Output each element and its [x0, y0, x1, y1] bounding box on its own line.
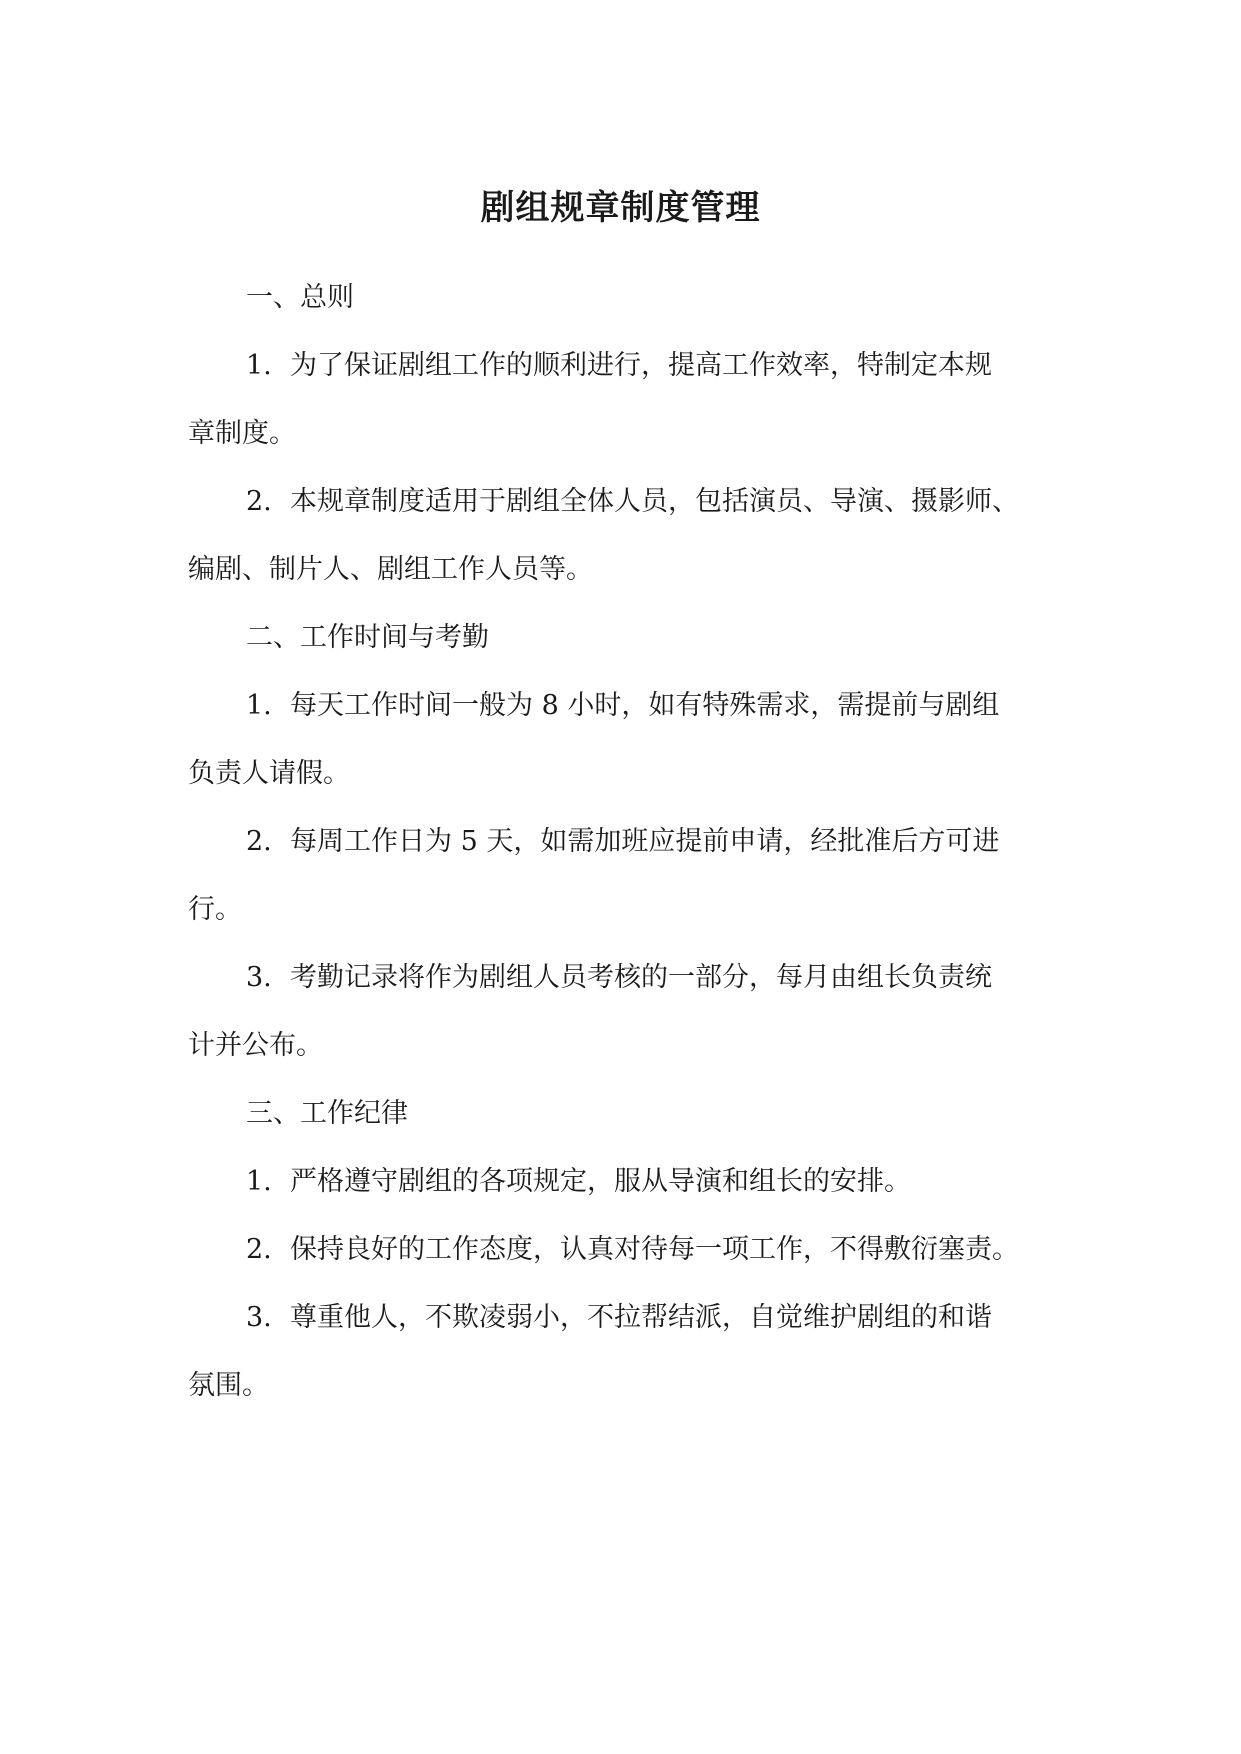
item-number: 1.	[246, 350, 272, 381]
list-item	[246, 482, 1019, 522]
item-text-continuation: 编剧、制片人、剧组工作人员等。	[188, 554, 593, 585]
section-heading-general: 一、总则	[246, 282, 354, 313]
item-text: 考勤记录将作为剧组人员考核的一部分，每月由组长负责统	[290, 962, 992, 993]
item-number: 3.	[246, 1302, 272, 1333]
item-text-continuation: 计并公布。	[188, 1030, 323, 1061]
item-text: 尊重他人，不欺凌弱小，不拉帮结派，自觉维护剧组的和谐	[290, 1302, 992, 1333]
document-title: 剧组规章制度管理	[480, 188, 761, 228]
item-number: 1.	[246, 1166, 272, 1197]
list-item	[246, 822, 999, 862]
item-text: 本规章制度适用于剧组全体人员，包括演员、导演、摄影师、	[290, 486, 1019, 517]
item-text: 每周工作日为 5 天，如需加班应提前申请，经批准后方可进	[290, 826, 1000, 857]
item-text: 保持良好的工作态度，认真对待每一项工作，不得敷衍塞责。	[290, 1234, 1019, 1265]
list-item	[246, 1298, 992, 1338]
item-number: 1.	[246, 690, 272, 721]
list-item	[246, 1162, 911, 1202]
section-heading-work-time: 二、工作时间与考勤	[246, 622, 489, 653]
item-number: 3.	[246, 962, 272, 993]
item-number: 2.	[246, 826, 272, 857]
list-item	[246, 686, 999, 726]
list-item	[246, 958, 992, 998]
item-text: 严格遵守剧组的各项规定，服从导演和组长的安排。	[290, 1166, 911, 1197]
item-text-continuation: 行。	[188, 894, 242, 925]
item-number: 2.	[246, 486, 272, 517]
item-text-continuation: 章制度。	[188, 418, 296, 449]
item-text-continuation: 负责人请假。	[188, 758, 350, 789]
item-number: 2.	[246, 1234, 272, 1265]
item-text: 为了保证剧组工作的顺利进行，提高工作效率，特制定本规	[290, 350, 992, 381]
list-item	[246, 1230, 1019, 1270]
list-item	[246, 346, 992, 386]
item-text-continuation: 氛围。	[188, 1370, 269, 1401]
item-text: 每天工作时间一般为 8 小时，如有特殊需求，需提前与剧组	[290, 690, 1000, 721]
section-heading-discipline: 三、工作纪律	[246, 1098, 408, 1129]
